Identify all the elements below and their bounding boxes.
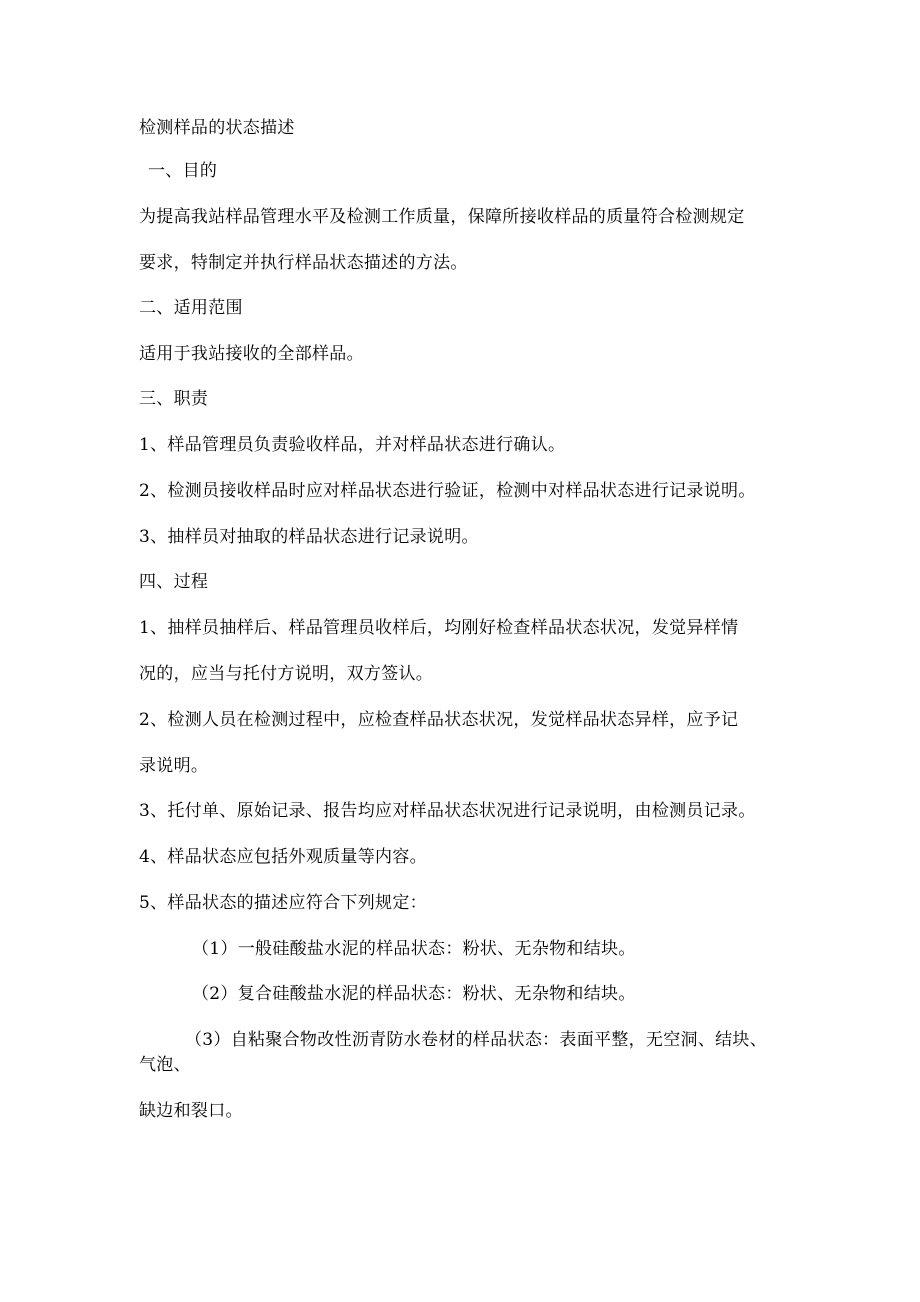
paragraph-line: 为提高我站样品管理水平及检测工作质量，保障所接收样品的质量符合检测规定 bbox=[139, 207, 745, 227]
list-item: 2、检测人员在检测过程中，应检查样品状态状况，发觉样品状态异样，应予记 bbox=[139, 710, 739, 730]
document-title: 检测样品的状态描述 bbox=[139, 118, 295, 138]
list-item: 3、抽样员对抽取的样品状态进行记录说明。 bbox=[139, 527, 479, 547]
paragraph-line: 要求，特制定并执行样品状态描述的方法。 bbox=[139, 253, 468, 273]
paragraph-line: 适用于我站接收的全部样品。 bbox=[139, 344, 364, 364]
list-item: 4、样品状态应包括外观质量等内容。 bbox=[139, 847, 427, 867]
list-item: 3、托付单、原始记录、报告均应对样品状态状况进行记录说明，由检测员记录。 bbox=[139, 801, 756, 821]
section-heading-process: 四、过程 bbox=[139, 572, 209, 592]
sub-list-item: （2）复合硅酸盐水泥的样品状态：粉状、无杂物和结块。 bbox=[192, 984, 636, 1004]
list-item-continuation: 况的，应当与托付方说明，双方签认。 bbox=[139, 664, 434, 684]
sub-list-item: （1）一般硅酸盐水泥的样品状态：粉状、无杂物和结块。 bbox=[192, 939, 636, 959]
sub-list-item-continuation: 气泡、 bbox=[139, 1055, 191, 1075]
section-heading-purpose: 一、目的 bbox=[148, 161, 218, 181]
section-heading-duties: 三、职责 bbox=[139, 389, 209, 409]
list-item-continuation: 录说明。 bbox=[139, 756, 209, 776]
sub-list-item: （3）自粘聚合物改性沥青防水卷材的样品状态：表面平整，无空洞、结块、 bbox=[185, 1030, 768, 1050]
sub-list-item-continuation: 缺边和裂口。 bbox=[139, 1101, 243, 1121]
list-item: 1、样品管理员负责验收样品，并对样品状态进行确认。 bbox=[139, 435, 566, 455]
list-item: 2、检测员接收样品时应对样品状态进行验证，检测中对样品状态进行记录说明。 bbox=[139, 481, 756, 501]
list-item: 5、样品状态的描述应符合下列规定： bbox=[139, 893, 427, 913]
section-heading-scope: 二、适用范围 bbox=[139, 298, 243, 318]
list-item: 1、抽样员抽样后、样品管理员收样后，均刚好检查样品状态状况，发觉异样情 bbox=[139, 618, 739, 638]
